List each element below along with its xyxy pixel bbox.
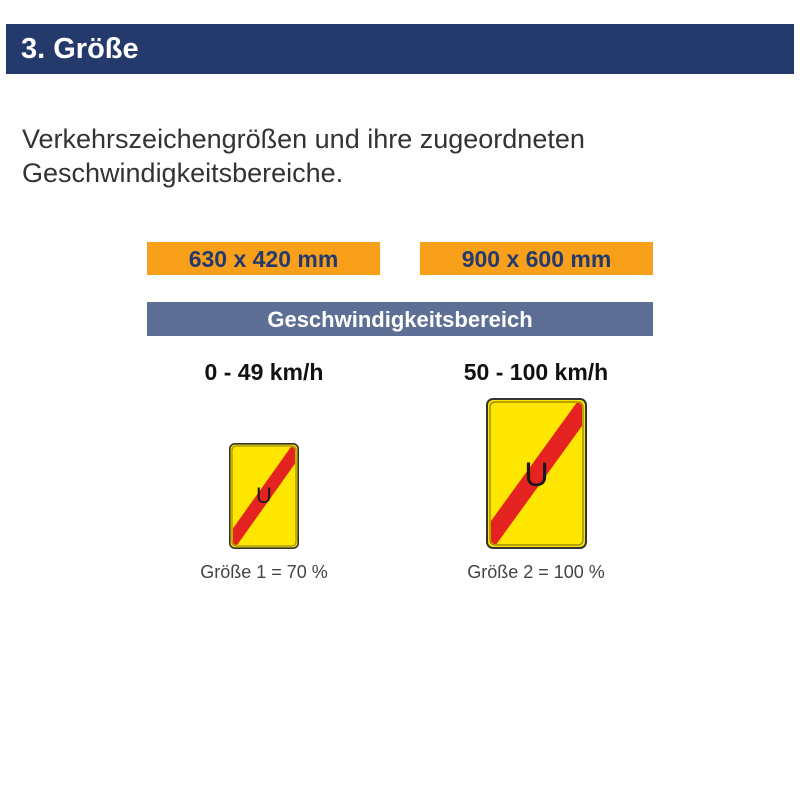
size-badge-large: 900 x 600 mm [420,242,653,275]
caption-size-2: Größe 2 = 100 % [467,562,605,582]
intro-line-1: Verkehrszeichengrößen und ihre zugeordneten [22,124,585,154]
size-badge-small: 630 x 420 mm [147,242,380,275]
sign-small-letter: U [256,483,272,508]
intro-line-2: Geschwindigkeitsbereiche. [22,158,344,188]
sign-large-letter: U [524,456,549,494]
section-title: 3. Größe [21,33,139,65]
sign-end-u-large [486,398,587,549]
speed-range-small: 0 - 49 km/h [204,359,324,385]
speed-range-large: 50 - 100 km/h [463,359,609,385]
speed-range-header: Geschwindigkeitsbereich [147,302,653,336]
caption-size-1: Größe 1 = 70 % [200,562,328,582]
sign-end-u-small [229,443,299,549]
intro-text [22,122,782,190]
section-header [6,24,794,74]
